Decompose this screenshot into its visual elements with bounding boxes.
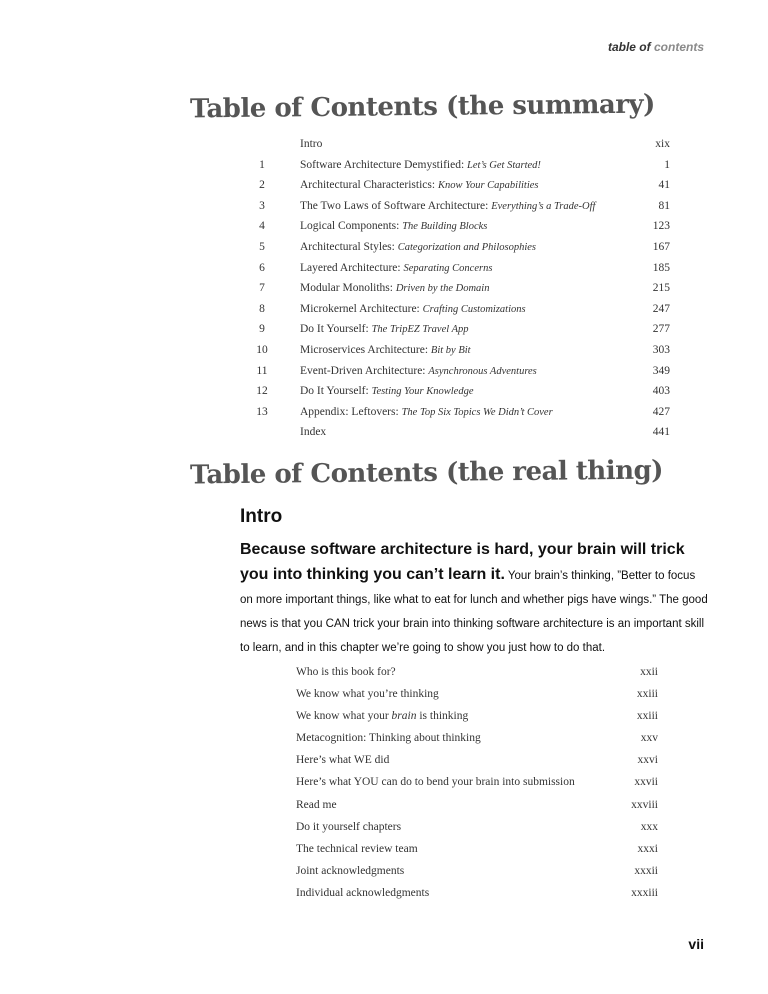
chapter-number: 1 — [259, 158, 265, 171]
chapter-subtitle: Driven by the Domain — [395, 283, 490, 295]
summary-row[interactable] — [250, 216, 670, 237]
intro-item-pre: Individual acknowledgments — [296, 886, 430, 899]
intro-item[interactable] — [296, 816, 658, 838]
intro-item-title — [296, 749, 389, 771]
intro-item-pre: Who is this book for? — [296, 666, 396, 678]
chapter-page: 167 — [652, 240, 670, 253]
chapter-page: 303 — [652, 343, 670, 356]
intro-item-title — [296, 860, 404, 882]
chapter-title — [300, 319, 469, 341]
chapter-title-main: Microkernel Architecture: — [300, 302, 423, 315]
chapter-title-main: Do It Yourself: — [300, 323, 372, 336]
intro-body: Your brain’s thinking, ”Better to focus on more important things, like what to eat for lunch and whether pigs have wings.” The good news is that you CAN trick your brain into thinking software architecture is an important skill to learn, and in this chapter we’re going to show you just how to do that. — [240, 570, 708, 654]
intro-item-title — [296, 794, 337, 816]
chapter-page: 123 — [652, 220, 670, 233]
summary-row[interactable] — [250, 319, 670, 340]
chapter-number: 9 — [259, 323, 265, 336]
intro-item-title — [296, 705, 468, 727]
summary-row[interactable] — [250, 258, 670, 279]
chapter-title — [300, 216, 487, 238]
chapter-page: 41 — [658, 179, 670, 192]
intro-item-page: xxiii — [636, 688, 658, 701]
chapter-subtitle: Crafting Customizations — [422, 303, 526, 315]
intro-item-title — [296, 816, 401, 838]
chapter-title-main: Do It Yourself: — [300, 385, 372, 398]
page-number: vii — [688, 936, 704, 952]
intro-item-page: xxv — [640, 732, 658, 745]
chapter-title-main: The Two Laws of Software Architecture: — [300, 199, 492, 212]
summary-title: Table of Contents (the summary) — [189, 89, 656, 125]
intro-item-page: xxx — [640, 820, 658, 833]
intro-item-page: xxxi — [637, 842, 658, 855]
chapter-subtitle: Let’s Get Started! — [467, 159, 541, 171]
running-head — [608, 40, 704, 54]
intro-item-page: xxii — [640, 666, 658, 678]
intro-item-page: xxxii — [634, 864, 658, 877]
intro-item-page: xxxiii — [631, 886, 658, 899]
chapter-subtitle: Separating Concerns — [403, 262, 493, 274]
chapter-title — [300, 422, 326, 444]
running-head-main: table of — [607, 40, 651, 54]
chapter-page: 1 — [664, 158, 670, 171]
chapter-subtitle: Bit by Bit — [430, 344, 471, 356]
chapter-title-main: Index — [300, 426, 327, 439]
intro-item-pre: We know what you’re thinking — [296, 688, 439, 701]
intro-item[interactable] — [296, 705, 658, 727]
intro-item[interactable] — [296, 838, 658, 860]
chapter-title — [300, 402, 553, 424]
chapter-subtitle: Asynchronous Adventures — [428, 365, 537, 377]
intro-item-title — [296, 683, 439, 705]
chapter-subtitle: The Top Six Topics We Didn’t Cover — [401, 406, 553, 418]
chapter-number: 4 — [259, 220, 265, 233]
summary-row[interactable] — [250, 175, 670, 196]
intro-item[interactable] — [296, 661, 658, 683]
intro-item[interactable] — [296, 727, 658, 749]
summary-row[interactable] — [250, 134, 670, 155]
chapter-title-main: Intro — [300, 138, 323, 150]
chapter-number: 7 — [259, 282, 265, 295]
chapter-page: 81 — [658, 199, 670, 212]
chapter-title — [300, 361, 537, 383]
chapter-number: 11 — [256, 364, 268, 377]
running-head-accent: contents — [653, 40, 704, 54]
intro-item-title — [296, 882, 429, 904]
chapter-number: 13 — [256, 405, 268, 418]
intro-item-pre: We know what your — [296, 710, 392, 723]
chapter-number: 8 — [259, 302, 265, 315]
intro-heading: Intro — [240, 506, 283, 527]
chapter-number: 6 — [259, 261, 265, 274]
intro-item-pre: Metacognition: Thinking about thinking — [296, 732, 481, 745]
chapter-title — [300, 196, 595, 218]
chapter-page: 185 — [652, 261, 670, 274]
intro-item-pre: Joint acknowledgments — [296, 864, 405, 877]
summary-list — [250, 134, 670, 443]
intro-item[interactable] — [296, 683, 658, 705]
chapter-page: 215 — [652, 282, 670, 295]
chapter-subtitle: Categorization and Philosophies — [397, 241, 536, 253]
intro-item[interactable] — [296, 860, 658, 882]
intro-item-title — [296, 771, 575, 793]
chapter-title — [300, 258, 492, 280]
summary-row[interactable] — [250, 402, 670, 423]
chapter-title — [300, 175, 539, 197]
chapter-title-main: Event-Driven Architecture: — [300, 364, 429, 377]
chapter-subtitle: Know Your Capabilities — [437, 180, 539, 192]
chapter-title — [300, 155, 541, 177]
chapter-number: 12 — [256, 385, 268, 398]
intro-item-page: xxvii — [634, 776, 658, 789]
intro-lead: Because software architecture is hard, your brain will trick you into thinking you can’t learn it. — [240, 541, 685, 583]
intro-item[interactable] — [296, 749, 658, 771]
intro-item-page: xxiii — [636, 710, 658, 723]
summary-row[interactable] — [250, 278, 670, 299]
intro-item-pre: Do it yourself chapters — [296, 820, 402, 833]
chapter-number: 3 — [259, 199, 265, 212]
chapter-page: 403 — [652, 385, 670, 398]
chapter-title-main: Layered Architecture: — [300, 261, 404, 274]
chapter-page: 441 — [652, 426, 670, 439]
chapter-page: xix — [655, 138, 670, 150]
summary-row[interactable] — [250, 237, 670, 258]
summary-row[interactable] — [250, 299, 670, 320]
intro-item-pre: Read me — [296, 798, 337, 811]
summary-row[interactable] — [250, 155, 670, 176]
intro-item[interactable] — [296, 882, 658, 904]
chapter-title-main: Microservices Architecture: — [300, 343, 431, 356]
chapter-title-main: Software Architecture Demystified: — [300, 158, 468, 171]
chapter-page: 247 — [652, 302, 670, 315]
chapter-title — [300, 381, 473, 403]
real-title: Table of Contents (the real thing) — [189, 455, 664, 491]
chapter-subtitle: Everything’s a Trade-Off — [491, 200, 596, 212]
summary-row[interactable] — [250, 196, 670, 217]
chapter-title-main: Architectural Characteristics: — [300, 179, 438, 192]
intro-item[interactable] — [296, 794, 658, 816]
intro-item-title — [296, 727, 481, 749]
intro-item-pre: Here’s what YOU can do to bend your brain into submission — [296, 776, 575, 789]
chapter-title — [300, 134, 322, 156]
chapter-page: 427 — [652, 405, 670, 418]
intro-item-post: is thinking — [416, 710, 469, 723]
chapter-title-main: Modular Monoliths: — [300, 282, 396, 295]
chapter-number: 2 — [259, 179, 265, 192]
chapter-number: 5 — [259, 240, 265, 253]
intro-item[interactable] — [296, 771, 658, 793]
chapter-page: 277 — [652, 323, 670, 336]
chapter-title-main: Logical Components: — [300, 220, 403, 233]
chapter-subtitle: Testing Your Knowledge — [371, 386, 474, 398]
summary-row[interactable] — [250, 422, 670, 443]
chapter-number: 10 — [256, 343, 268, 356]
intro-item-page: xxviii — [631, 798, 658, 811]
summary-row[interactable] — [250, 381, 670, 402]
chapter-title — [300, 340, 471, 362]
intro-item-em: brain — [391, 710, 417, 723]
intro-list — [296, 661, 658, 904]
intro-item-title — [296, 838, 418, 860]
intro-item-pre: Here’s what WE did — [296, 754, 390, 767]
summary-row[interactable] — [250, 340, 670, 361]
chapter-title-main: Appendix: Leftovers: — [300, 405, 402, 418]
chapter-title — [300, 237, 536, 259]
summary-row[interactable] — [250, 361, 670, 382]
chapter-title — [300, 299, 526, 321]
intro-blurb — [240, 538, 710, 660]
intro-item-page: xxvi — [637, 754, 658, 767]
intro-item-title — [296, 661, 396, 683]
chapter-subtitle: The Building Blocks — [402, 221, 488, 233]
chapter-subtitle: The TripEZ Travel App — [371, 324, 469, 336]
chapter-page: 349 — [652, 364, 670, 377]
chapter-title — [300, 278, 489, 300]
intro-item-pre: The technical review team — [296, 842, 418, 855]
chapter-title-main: Architectural Styles: — [300, 240, 398, 253]
